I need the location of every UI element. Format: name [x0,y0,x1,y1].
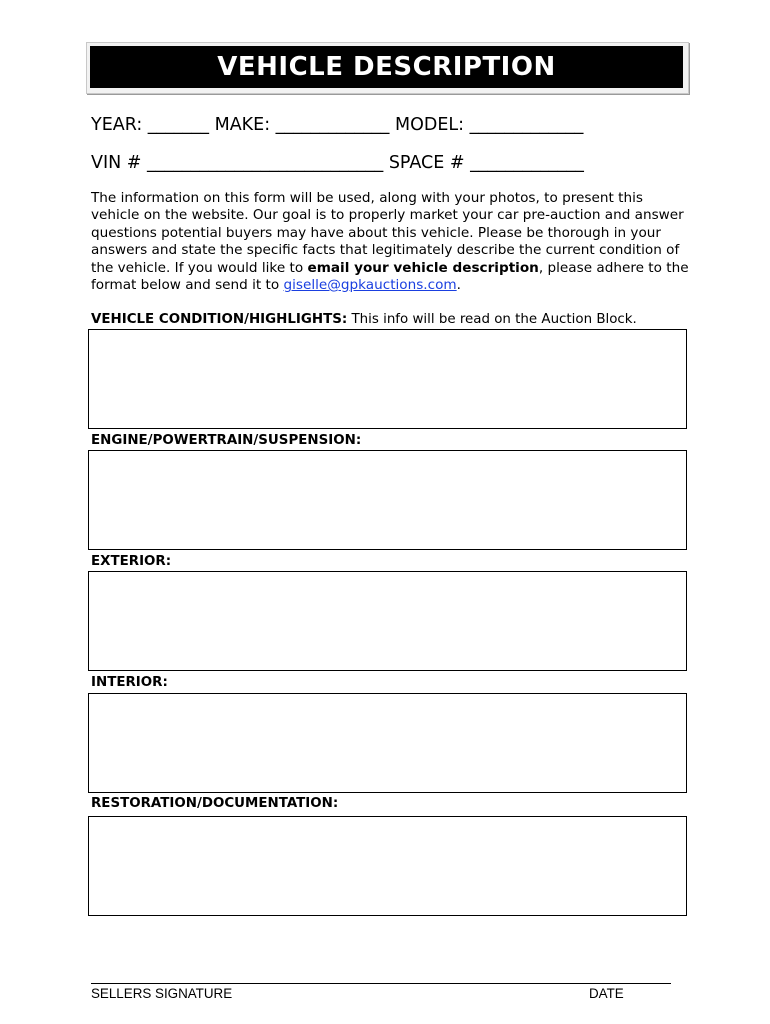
engine-section-label [91,433,361,448]
condition-textbox[interactable] [88,329,687,429]
engine-label: ENGINE/POWERTRAIN/SUSPENSION: [91,433,362,448]
vin-space-fields[interactable]: VIN # ___________________________ SPACE # _____________ [91,153,584,173]
condition-label: VEHICLE CONDITION/HIGHLIGHTS: [91,312,348,327]
signature-line[interactable] [91,983,671,984]
restoration-label: RESTORATION/DOCUMENTATION: [91,796,339,811]
restoration-textbox[interactable] [88,816,687,916]
signature-label: SELLERS SIGNATURE [91,986,233,1001]
intro-bold-text: email your vehicle description [307,259,539,276]
restoration-section-label [91,796,338,811]
intro-text-continued: , please adhere to the format below and send it to [91,259,689,294]
intro-text: The information on this form will be used, along with your photos, to present this vehicle on the website. Our goal is to properly market your car pre-auction and answer questions potential buyers may have about this vehicle. Please be thorough in your answers and state the specific facts that legitimately describe the current condition of the vehicle. If you would like to [91,190,684,276]
exterior-label: EXTERIOR: [91,554,172,569]
engine-textbox[interactable] [88,450,687,550]
intro-end: . [456,277,461,294]
condition-section-label [91,312,637,327]
interior-label: INTERIOR: [91,675,168,690]
exterior-textbox[interactable] [88,571,687,671]
year-make-model-fields[interactable]: YEAR: _______ MAKE: _____________ MODEL: _____________ [91,115,584,135]
interior-section-label [91,675,168,690]
email-link[interactable]: giselle@gpkauctions.com [283,277,457,294]
interior-textbox[interactable] [88,693,687,793]
date-label: DATE [589,986,624,1001]
exterior-section-label [91,554,171,569]
condition-note: This info will be read on the Auction Block. [347,312,637,327]
intro-paragraph [91,190,691,294]
page-title: VEHICLE DESCRIPTION [90,46,683,88]
